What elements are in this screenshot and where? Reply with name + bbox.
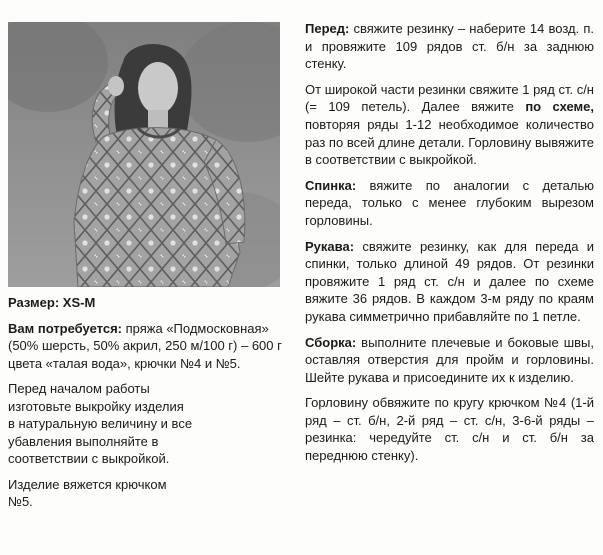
front-scheme-bold: по схеме, (525, 99, 594, 115)
left-column (8, 294, 293, 519)
front-paragraph (305, 20, 594, 73)
right-column (305, 20, 594, 473)
assembly-paragraph (305, 334, 594, 387)
sleeve-paragraph (305, 238, 594, 326)
front-label: Перед: (305, 21, 350, 36)
front-text: свяжите резинку – наберите 14 возд. п. и провяжите 109 рядов ст. б/н за заднюю стенку. (305, 21, 594, 72)
assembly-label: Сборка: (305, 334, 357, 350)
materials-text: пряжа «Подмосковная» (50% шерсть, 50% акрил, 250 м/100 г) – 600 г цвета «талая вода», крючки №4 и №5. (8, 320, 282, 371)
sleeve-text: свяжите резинку, как для переда и спинки, только длиной 49 рядов. От резинки провяжите 1 ряд ст. с/н и далее по схеме вяжите 36 рядов. В каждом 3-м ряду по краям рукава симметрично прибавляйте по 1 петле. (305, 238, 594, 324)
back-paragraph (305, 177, 594, 230)
pattern-note: Перед началом работы изготовьте выкройку изделия в натуральную величину и все убавления выполняйте в соответствии с выкройкой. (8, 381, 193, 466)
materials-label: Вам потребуется: (8, 320, 122, 336)
front-scheme-text-b: повторяя ряды 1-12 необходимое количество раз по всей длине детали. Горловину вывяжите в соответствии с выкройкой. (305, 116, 594, 168)
materials-paragraph (8, 320, 293, 373)
back-label: Спинка: (305, 177, 357, 193)
front-scheme-paragraph (305, 81, 594, 169)
hook-note: Изделие вяжется крючком №5. (8, 476, 167, 509)
sleeve-label: Рукава: (305, 238, 355, 254)
front-scheme-text-a: От широкой части резинки свяжите 1 ряд ст. с/н (= 109 петель). Далее вяжите (305, 81, 594, 115)
size-line (8, 294, 293, 312)
size-value: XS-M (62, 295, 96, 310)
model-illustration (8, 22, 280, 287)
size-label: Размер: (8, 295, 60, 310)
sweater-photo (8, 22, 280, 287)
back-text: вяжите по аналогии с деталью переда, только с менее глубоким вырезом горловины. (305, 177, 594, 228)
neck-paragraph: Горловину обвяжите по кругу крючком №4 (1-й ряд – ст. б/н, 2-й ряд – ст. с/н, 3-6-й ряды – резинка: чередуйте ст. с/н и ст. б/н за переднюю стенку). (305, 395, 594, 464)
assembly-text: выполните плечевые и боковые швы, оставляя отверстия для пройм и горловины. Шейте рукава и присоедините их к изделию. (305, 334, 594, 385)
